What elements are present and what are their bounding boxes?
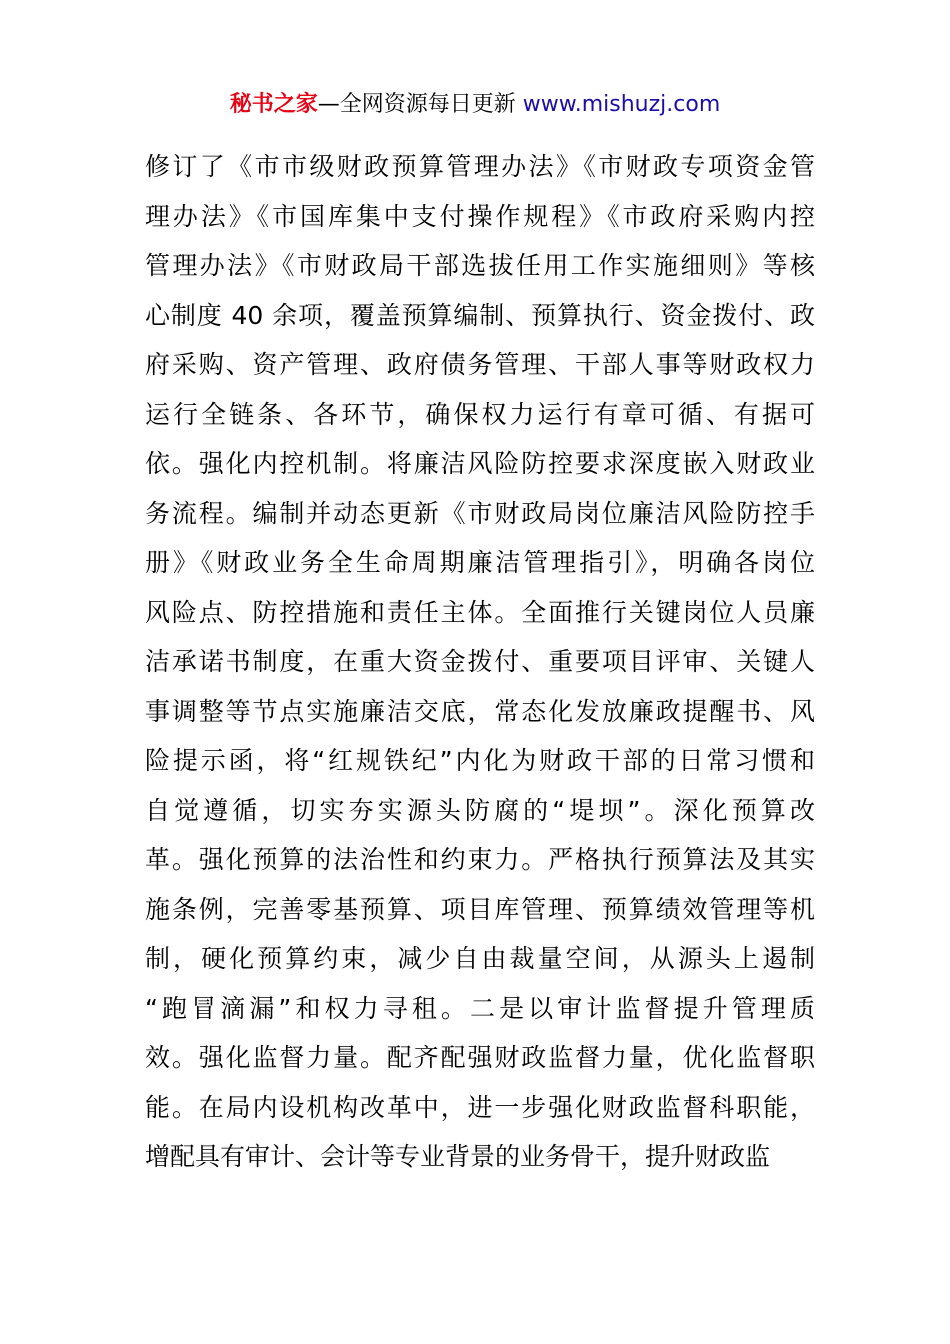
body-line: 依。强化内控机制。将廉洁风险防控要求深度嵌入财政业 [145,449,815,478]
body-line: 风险点、防控措施和责任主体。全面推行关键岗位人员廉 [145,597,815,627]
body-line: 修订了《市市级财政预算管理办法》《市财政专项资金管 [145,152,815,181]
body-line: 效。强化监督力量。配齐配强财政监督力量，优化监督职 [145,1043,815,1072]
body-line: 运行全链条、各环节，确保权力运行有章可循、有据可 [145,399,815,429]
body-line: 制，硬化预算约束，减少自由裁量空间，从源头上遏制 [145,944,815,973]
body-line: “跑冒滴漏”和权力寻租。二是以审计监督提升管理质 [145,993,815,1023]
body-line: 施条例，完善零基预算、项目库管理、预算绩效管理等机 [145,894,815,924]
page-header [0,88,950,122]
body-line: 府采购、资产管理、政府债务管理、干部人事等财政权力 [145,350,815,379]
body-line: 增配具有审计、会计等专业背景的业务骨干，提升财政监 [145,1142,771,1171]
body-line: 理办法》《市国库集中支付操作规程》《市政府采购内控 [145,201,815,231]
body-line: 务流程。编制并动态更新《市财政局岗位廉洁风险防控手 [145,498,815,528]
body-line: 册》《财政业务全生命周期廉洁管理指引》，明确各岗位 [145,548,815,577]
header-tagline: —全网资源每日更新 [317,92,523,117]
body-line: 自觉遵循，切实夯实源头防腐的“堤坝”。深化预算改 [145,795,815,825]
site-url-link[interactable]: www.mishuzj.com [522,92,721,117]
body-line: 管理办法》《市财政局干部选拔任用工作实施细则》等核 [145,251,815,280]
brand-name: 秘书之家 [229,92,318,117]
document-body [145,142,815,1182]
body-line: 能。在局内设机构改革中，进一步强化财政监督科职能， [145,1092,815,1122]
body-line: 险提示函，将“红规铁纪”内化为财政干部的日常习惯和 [145,746,815,775]
body-line: 心制度 40 余项，覆盖预算编制、预算执行、资金拨付、政 [145,300,815,330]
body-line: 洁承诺书制度，在重大资金拨付、重要项目评审、关键人 [145,647,815,676]
body-line: 事调整等节点实施廉洁交底，常态化发放廉政提醒书、风 [145,696,815,726]
body-line: 革。强化预算的法治性和约束力。严格执行预算法及其实 [145,845,815,874]
